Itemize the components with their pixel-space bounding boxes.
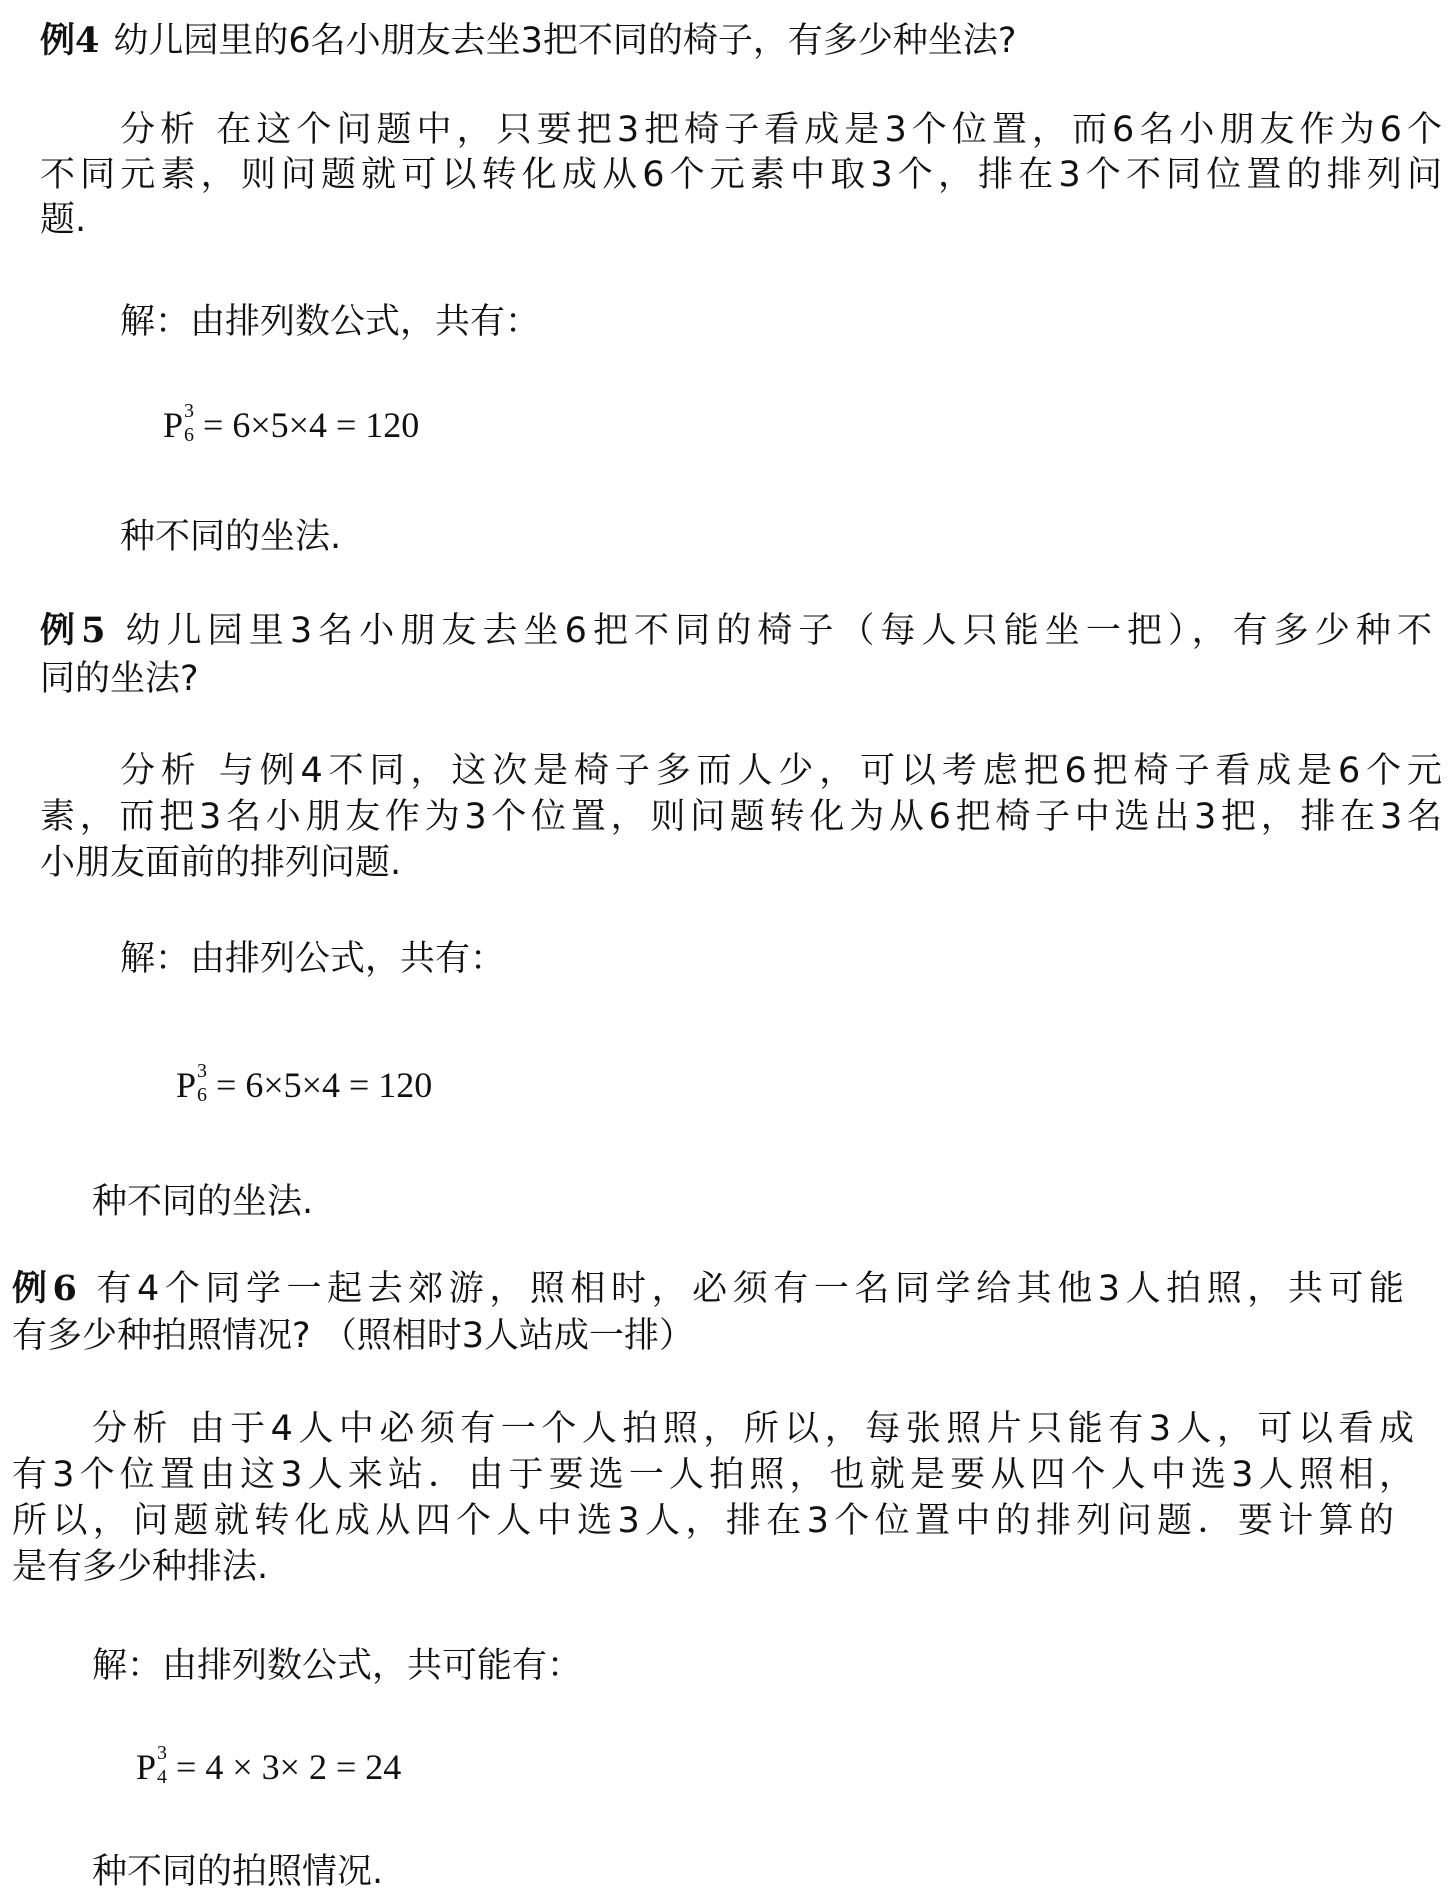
ex6-conclusion: 种不同的拍照情况. <box>92 1852 384 1892</box>
formula-rhs: = 6×5×4 = 120 <box>216 1065 433 1105</box>
ex4-question <box>40 22 1016 60</box>
formula-superscript: 3 <box>184 400 195 422</box>
formula-subscript: 6 <box>184 424 195 446</box>
ex4-formula <box>163 400 420 446</box>
ex4-question-text: 幼儿园里的6名小朋友去坐3把不同的椅子，有多少种坐法? <box>113 21 1017 61</box>
ex6-analysis-line-3: 所以，问题就转化成从四个人中选3人，排在3个位置中的排列问题．要计算的 <box>12 1501 1394 1541</box>
ex6-label: 例6 <box>12 1268 77 1309</box>
ex5-analysis-line-3: 小朋友面前的排列问题. <box>40 843 402 883</box>
permutation-symbol: P 3 6 <box>163 400 195 446</box>
ex4-solution: 解：由排列数公式，共有： <box>120 302 541 342</box>
ex4-analysis-line-1: 分析 在这个问题中，只要把3把椅子看成是3个位置，而6名小朋友作为6个 <box>120 110 1442 150</box>
permutation-symbol: P 3 6 <box>176 1060 208 1106</box>
ex4-analysis-line-3: 题. <box>40 200 87 240</box>
ex4-conclusion: 种不同的坐法. <box>120 517 342 557</box>
ex5-solution: 解：由排列公式，共有： <box>120 939 506 979</box>
formula-superscript: 3 <box>157 1742 168 1764</box>
ex6-question-line-1 <box>12 1270 1404 1308</box>
ex6-solution: 解：由排列数公式，共可能有： <box>92 1646 583 1686</box>
formula-superscript: 3 <box>197 1060 208 1082</box>
formula-rhs: = 6×5×4 = 120 <box>203 405 420 445</box>
ex5-question-text: 幼儿园里3名小朋友去坐6把不同的椅子（每人只能坐一把），有多少种不 <box>119 611 1432 651</box>
ex5-analysis-line-2: 素，而把3名小朋友作为3个位置，则问题转化为从6把椅子中选出3把，排在3名 <box>40 797 1442 837</box>
ex5-question-line-2: 同的坐法? <box>40 659 199 699</box>
ex5-question-line-1 <box>40 612 1432 650</box>
ex6-question-text: 有4个同学一起去郊游，照相时，必须有一名同学给其他3人拍照，共可能 <box>90 1269 1404 1309</box>
ex4-label: 例4 <box>40 20 100 61</box>
formula-subscript: 6 <box>197 1084 208 1106</box>
ex5-formula <box>176 1060 433 1106</box>
ex5-conclusion: 种不同的坐法. <box>92 1182 314 1222</box>
ex4-analysis-line-2: 不同元素，则问题就可以转化成从6个元素中取3个，排在3个不同位置的排列问 <box>40 155 1442 195</box>
ex6-question-line-2: 有多少种拍照情况? （照相时3人站成一排） <box>12 1316 694 1356</box>
ex6-analysis-line-1: 分析 由于4人中必须有一个人拍照，所以，每张照片只能有3人，可以看成 <box>92 1409 1414 1449</box>
ex5-analysis-line-1: 分析 与例4不同，这次是椅子多而人少，可以考虑把6把椅子看成是6个元 <box>120 751 1442 791</box>
ex6-formula <box>136 1742 402 1788</box>
permutation-symbol: P 3 4 <box>136 1742 168 1788</box>
ex5-label: 例5 <box>40 610 106 651</box>
formula-rhs: = 4 × 3× 2 = 24 <box>176 1747 402 1787</box>
ex6-analysis-line-4: 是有多少种排法. <box>12 1547 269 1587</box>
formula-subscript: 4 <box>157 1766 168 1788</box>
ex6-analysis-line-2: 有3个位置由这3人来站．由于要选一人拍照，也就是要从四个人中选3人照相， <box>12 1455 1414 1495</box>
